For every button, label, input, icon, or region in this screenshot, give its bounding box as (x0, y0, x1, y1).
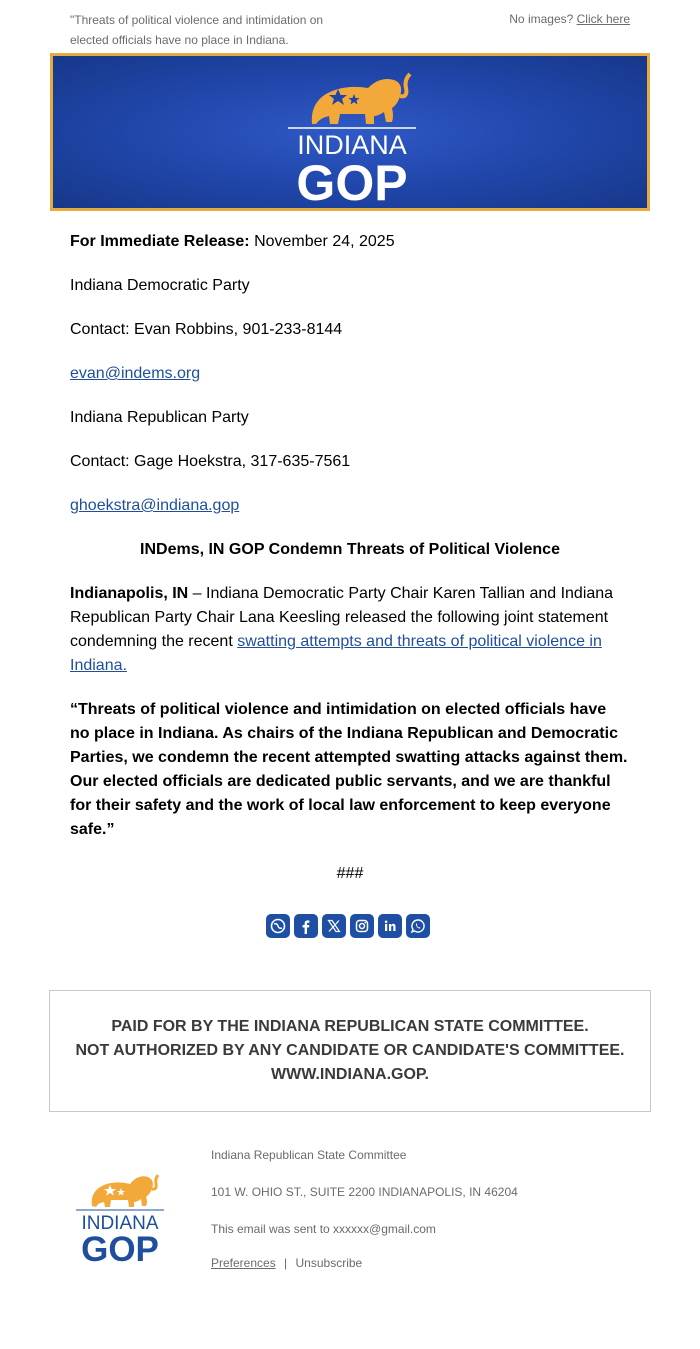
party-democratic: Indiana Democratic Party (70, 277, 250, 294)
facebook-icon[interactable] (294, 914, 318, 938)
click-here-link[interactable]: Click here (576, 12, 630, 26)
preferences-link[interactable]: Preferences (211, 1256, 276, 1270)
swatting-article-link[interactable]: swatting attempts and threats of political violence in Indiana. (70, 633, 602, 674)
footer-links (211, 1256, 362, 1270)
party-republican: Indiana Republican Party (70, 409, 249, 426)
logo-text-gop: GOP (296, 155, 408, 206)
contact-democratic: Contact: Evan Robbins, 901-233-8144 (70, 321, 343, 338)
footer-elephant-icon (92, 1175, 158, 1207)
footer-logo-indiana: INDIANA (81, 1213, 159, 1234)
release-date: November 24, 2025 (249, 233, 395, 250)
header-banner (50, 53, 650, 211)
dateline: Indianapolis, IN (70, 585, 189, 602)
website-icon[interactable] (266, 914, 290, 938)
release-headline: INDems, IN GOP Condemn Threats of Political Violence (140, 541, 560, 558)
email-republican-link[interactable]: ghoekstra@indiana.gop (70, 497, 240, 514)
email-democratic-link[interactable]: evan@indems.org (70, 365, 201, 382)
disclaimer-line-3: WWW.INDIANA.GOP. (271, 1066, 429, 1083)
release-paragraph (70, 582, 630, 678)
social-links (266, 914, 430, 938)
end-mark: ### (336, 865, 364, 882)
footer-sent-to: This email was sent to xxxxxx@gmail.com (211, 1222, 436, 1236)
disclaimer-line-2: NOT AUTHORIZED BY ANY CANDIDATE OR CANDIDATE'S COMMITTEE. (75, 1042, 625, 1059)
preheader-text: "Threats of political violence and intimidation on elected officials have no place in Indiana. (70, 13, 324, 47)
linkedin-icon[interactable] (378, 914, 402, 938)
paid-for-disclaimer (49, 990, 651, 1112)
footer-logo (72, 1168, 168, 1271)
footer-logo-gop: GOP (81, 1230, 159, 1266)
instagram-icon[interactable] (350, 914, 374, 938)
release-label: For Immediate Release: (70, 233, 250, 250)
no-images-label: No images? (509, 12, 574, 26)
footer-separator: | (284, 1256, 288, 1270)
indiana-gop-logo (282, 62, 424, 206)
x-icon[interactable] (322, 914, 346, 938)
contact-republican: Contact: Gage Hoekstra, 317-635-7561 (70, 453, 351, 470)
footer-address: 101 W. OHIO ST., SUITE 2200 INDIANAPOLIS, IN 46204 (211, 1185, 518, 1199)
footer-org: Indiana Republican State Committee (211, 1148, 407, 1162)
joint-statement-quote: “Threats of political violence and intimidation on elected officials have no place in Indiana. As chairs of the Indiana Republican and Democratic Parties, we condemn the recent attempted swatting attacks against them. Our elected officials are dedicated public servants, and we are thankful for their safety and the work of local law enforcement to keep everyone safe.” (70, 701, 628, 838)
elephant-icon (312, 74, 410, 124)
no-images-notice (509, 10, 630, 28)
whatsapp-icon[interactable] (406, 914, 430, 938)
unsubscribe-link[interactable]: Unsubscribe (295, 1256, 363, 1270)
logo-text-indiana: INDIANA (297, 130, 407, 160)
release-date-line (70, 230, 630, 254)
disclaimer-line-1: PAID FOR BY THE INDIANA REPUBLICAN STATE COMMITTEE. (111, 1018, 589, 1035)
body-text: – Indiana Democratic Party Chair Karen Tallian and Indiana Republican Party Chair Lana Keesling released the following joint statement condemning the recent (70, 585, 614, 650)
